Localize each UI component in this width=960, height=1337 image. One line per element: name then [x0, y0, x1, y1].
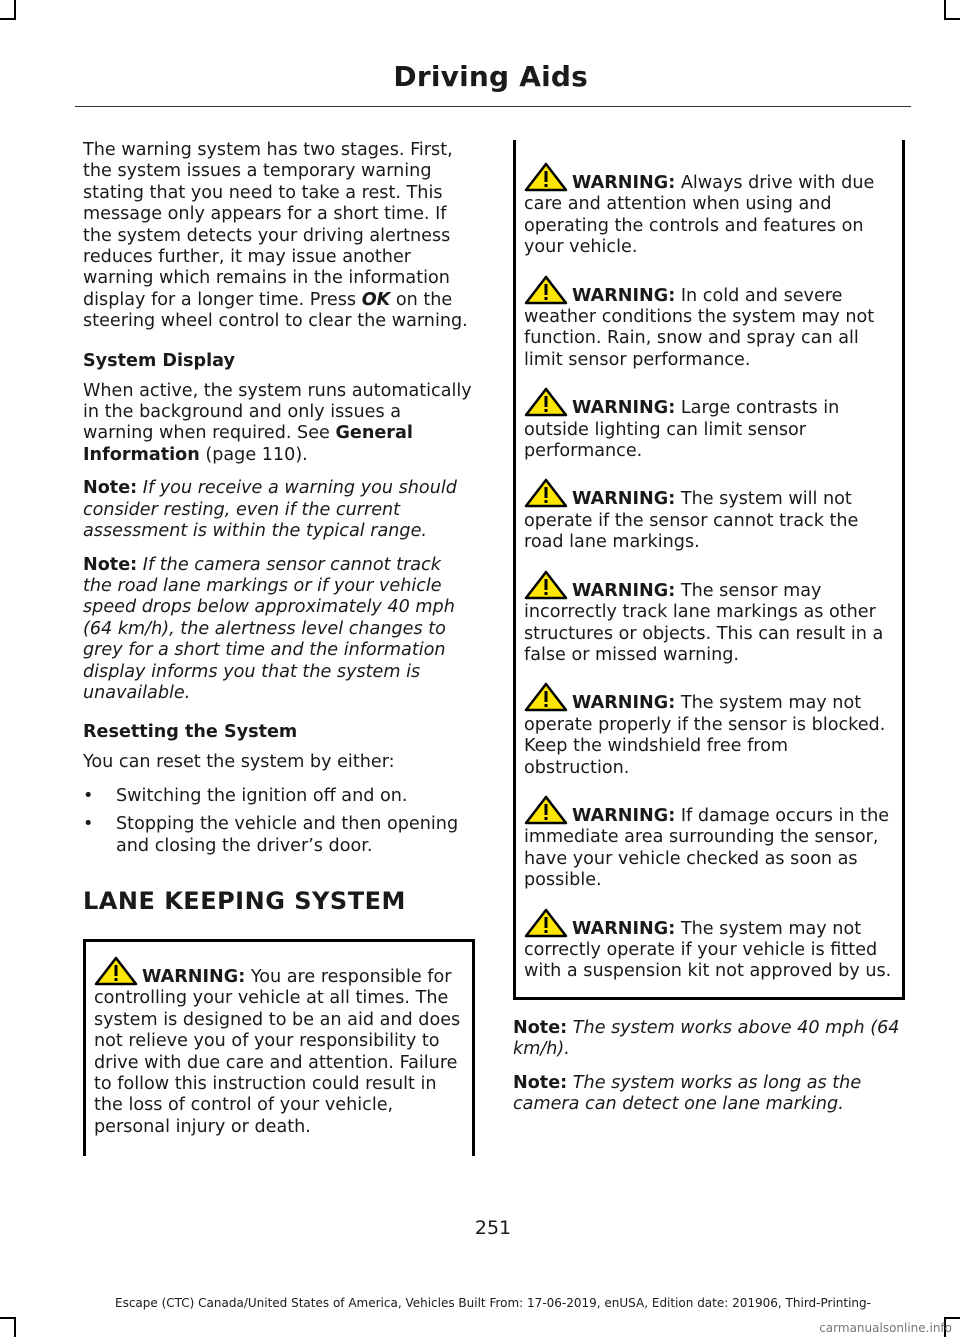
warning-item: WARNING: Large contrasts in outside lighting can limit sensor performance. [524, 387, 894, 462]
crop-mark [944, 18, 960, 20]
note-paragraph: Note: The system works above 40 mph (64 km/h). [513, 1017, 900, 1060]
warning-item: WARNING: The system will not operate if the sensor cannot track the road lane markings. [524, 478, 894, 553]
warning-triangle-icon [524, 682, 568, 712]
warning-triangle-icon [524, 478, 568, 508]
warning-item: WARNING: The system may not correctly operate if your vehicle is fitted with a suspension kit not approved by us. [524, 908, 894, 983]
system-display-heading: System Display [83, 350, 235, 371]
crop-mark [14, 0, 16, 20]
intro-paragraph: The warning system has two stages. First, the system issues a temporary warning stating that you need to take a rest. This message only appears for a short time. If the system detects your driving alertness reduces further, it may issue another warning which remains in the information display for a longer time. Press OK on the steering wheel control to clear the warning. [83, 140, 468, 332]
warning-triangle-icon [524, 162, 568, 192]
page-title: Driving Aids [393, 60, 588, 93]
warning-box [83, 939, 475, 1156]
general-information-link[interactable]: General Information [83, 423, 413, 465]
note-paragraph: Note: The system works as long as the camera can detect one lane marking. [513, 1072, 862, 1114]
reset-list [83, 786, 475, 857]
section-title: LANE KEEPING SYSTEM [83, 886, 406, 915]
system-display-paragraph: When active, the system runs automatically in the background and only issues a warning when required. See General Information (page 110). [83, 380, 472, 465]
warning-triangle-icon [524, 275, 568, 305]
warning-box [513, 140, 905, 1000]
warning-item: WARNING: In cold and severe weather conditions the system may not function. Rain, snow and spray can all limit sensor performance. [524, 275, 894, 372]
note-paragraph: Note: If you receive a warning you should consider resting, even if the current assessment is within the typical range. [83, 478, 457, 542]
header-divider [75, 106, 911, 107]
crop-mark [14, 1317, 16, 1337]
list-item: • Switching the ignition off and on. [83, 786, 475, 807]
crop-mark [0, 1317, 16, 1319]
warning-item: WARNING: You are responsible for controlling your vehicle at all times. The system is designed to be an aid and does not relieve you of your responsibility to drive with due care and attention. Failure to follow this instruction could result in the loss of control of your vehicle, personal injury or death. [94, 956, 464, 1138]
warning-item: WARNING: Always drive with due care and attention when using and operating the controls and features on your vehicle. [524, 162, 894, 259]
list-item: • Stopping the vehicle and then opening and closing the driver’s door. [83, 814, 475, 857]
right-column [513, 140, 905, 1127]
crop-mark [944, 1317, 960, 1319]
resetting-heading: Resetting the System [83, 722, 298, 743]
ok-key: OK [361, 289, 391, 310]
warning-triangle-icon [524, 908, 568, 938]
warning-item: WARNING: If damage occurs in the immediate area surrounding the sensor, have your vehicle checked as soon as possible. [524, 795, 894, 892]
warning-triangle-icon [94, 956, 138, 986]
warning-triangle-icon [524, 795, 568, 825]
crop-mark [944, 0, 946, 20]
warning-item: WARNING: The sensor may incorrectly track lane markings as other structures or objects. This can result in a false or missed warning. [524, 570, 894, 667]
warning-triangle-icon [524, 387, 568, 417]
watermark: carmanualsonline.info [819, 1321, 952, 1335]
reset-intro: You can reset the system by either: [83, 752, 395, 773]
left-column [83, 140, 475, 1156]
footer-edition-text: Escape (CTC) Canada/United States of America, Vehicles Built From: 17-06-2019, enUSA, Edition date: 201906, Third-Printing- [115, 1296, 871, 1310]
page-number: 251 [474, 1217, 512, 1239]
crop-mark [0, 18, 16, 20]
note-paragraph: Note: If the camera sensor cannot track the road lane markings or if your vehicle speed drops below approximately 40 mph (64 km/h), the alertness level changes to grey for a short time and the information display informs you that the system is unavailable. [83, 554, 455, 703]
warning-triangle-icon [524, 570, 568, 600]
warning-item: WARNING: The system may not operate properly if the sensor is blocked. Keep the windshield free from obstruction. [524, 682, 894, 779]
